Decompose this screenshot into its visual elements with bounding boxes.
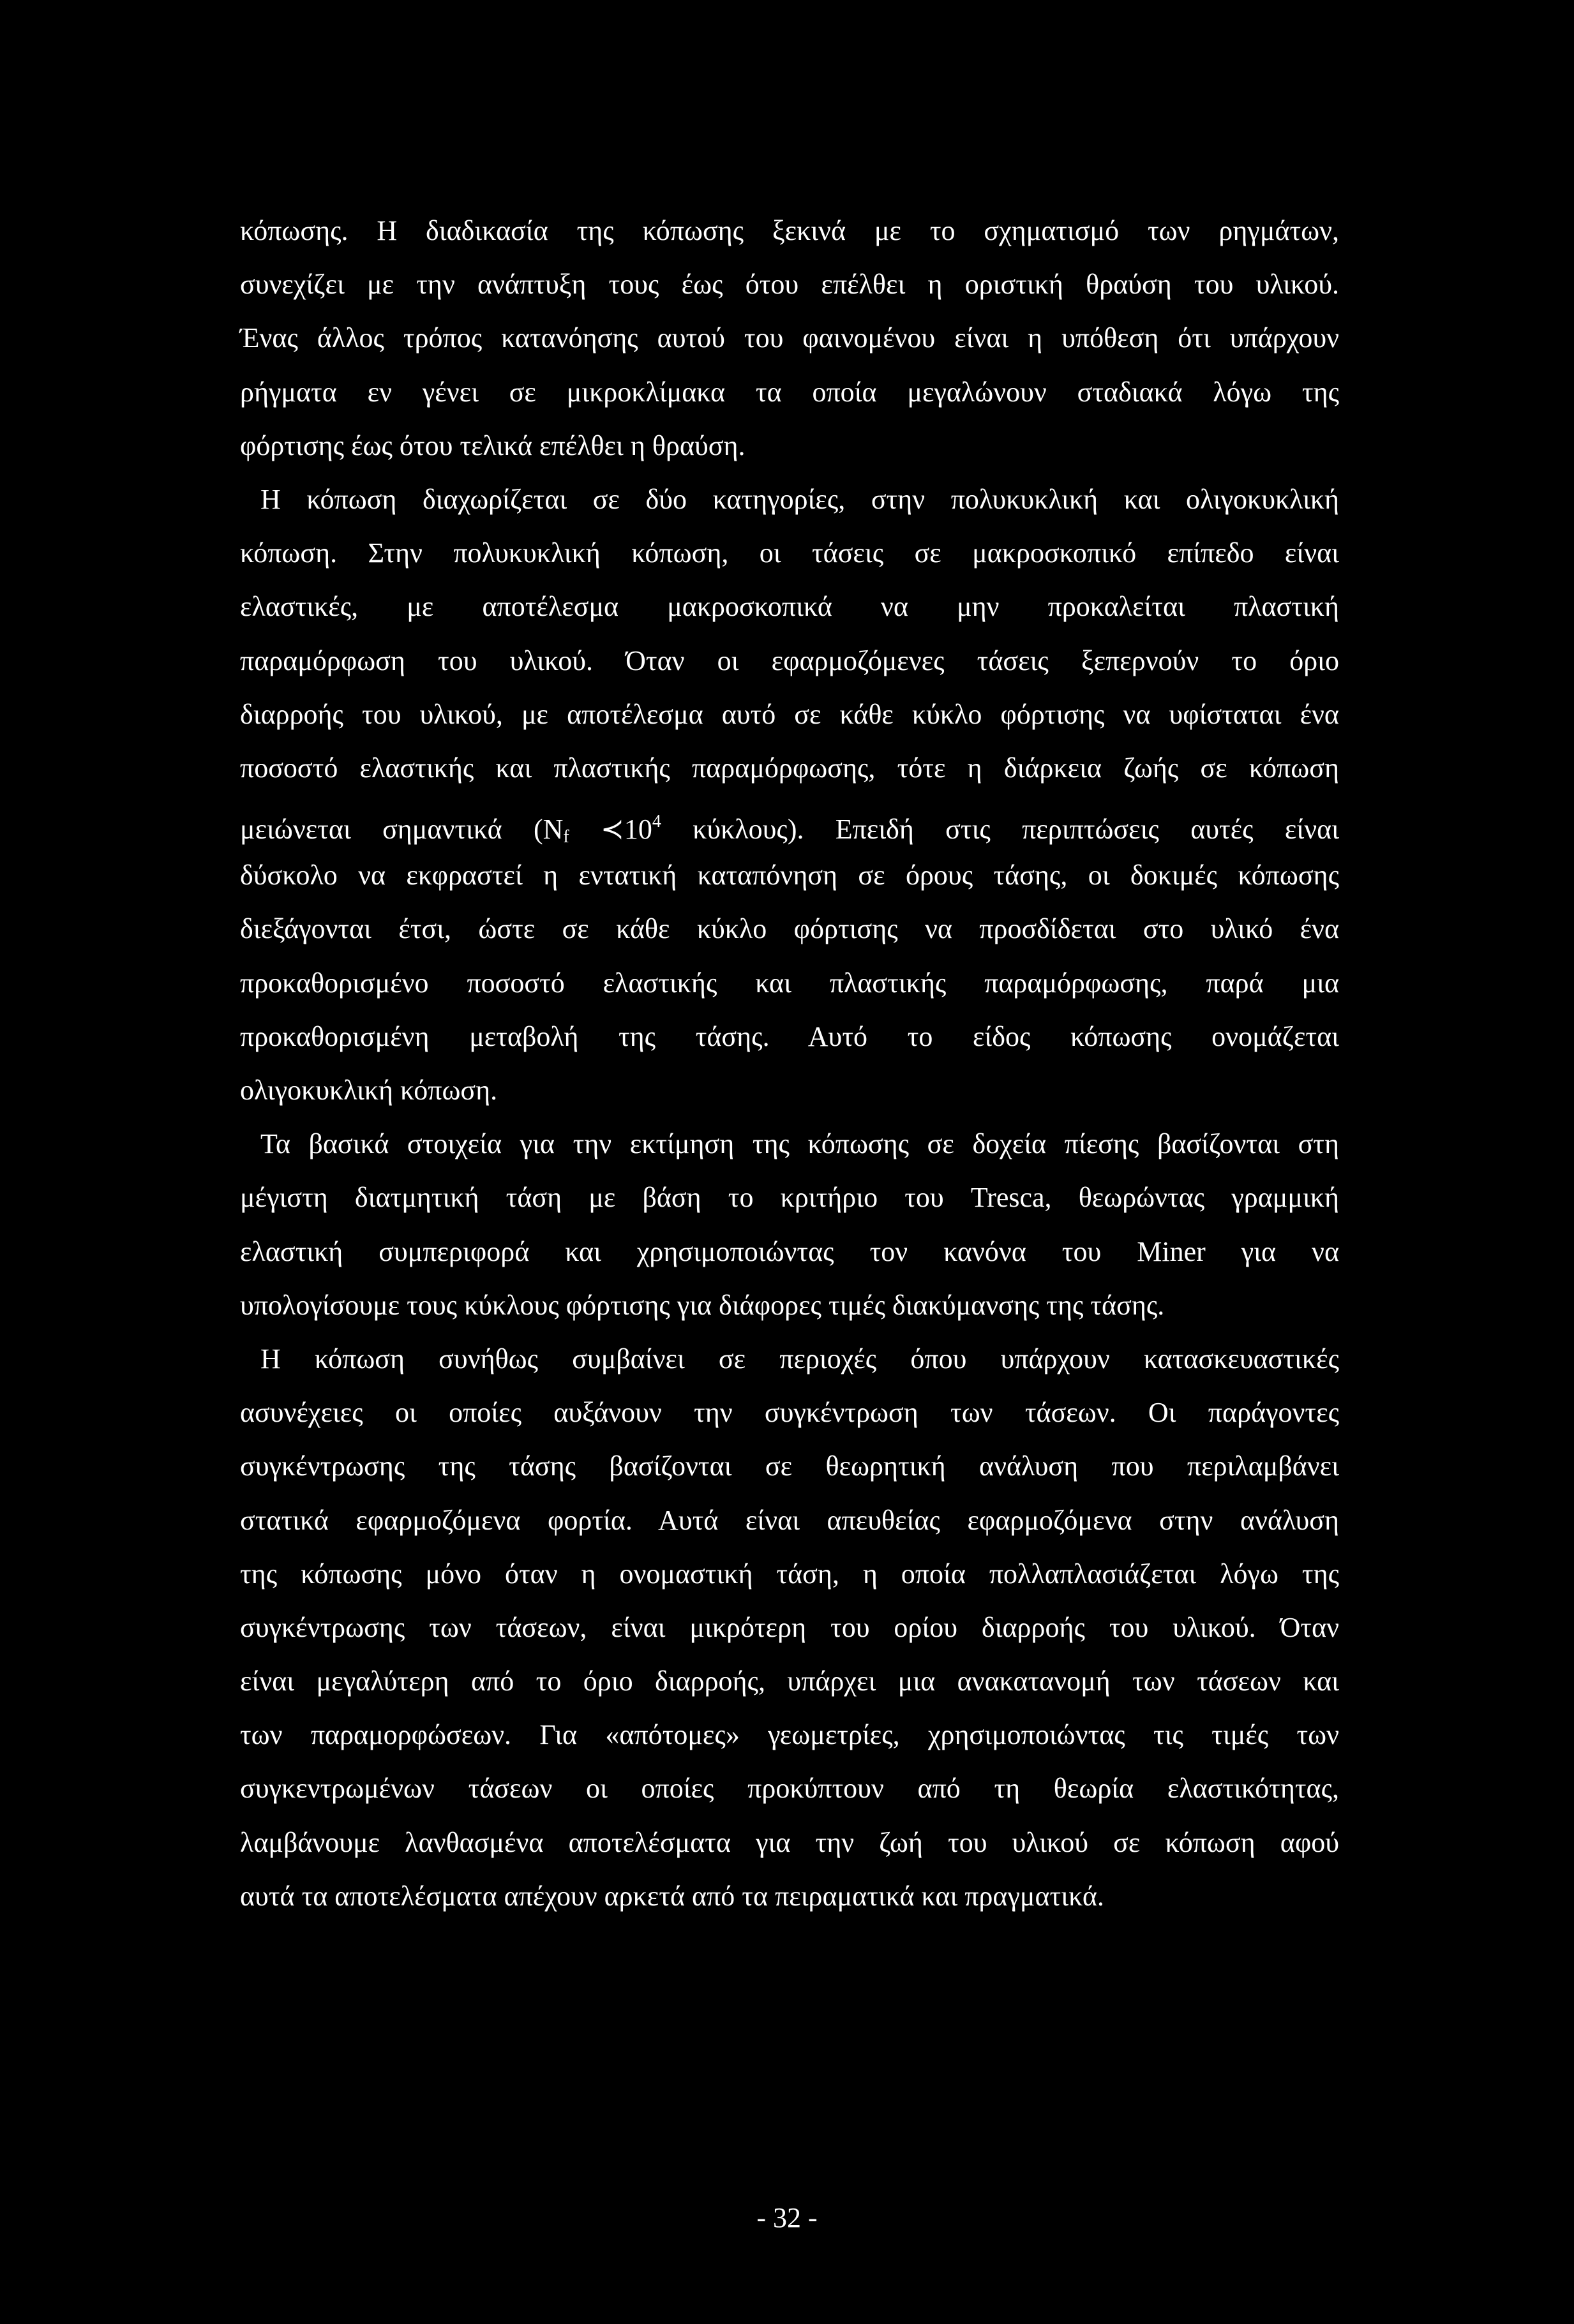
formula-comparison: ≺10 <box>569 814 652 845</box>
text-line: Ένας άλλος τρόπος κατανόησης αυτού του φαινομένου είναι η υπόθεση ότι υπάρχουν <box>240 322 1339 354</box>
text-line: στατικά εφαρμοζόμενα φορτία. Αυτά είναι απευθείας εφαρμοζόμενα στην ανάλυση <box>240 1504 1339 1536</box>
text-line: ελαστικές, με αποτέλεσμα μακροσκοπικά να μην προκαλείται πλαστική <box>240 591 1339 623</box>
text-line: αυτά τα αποτελέσματα απέχουν αρκετά από τα πειραματικά και πραγματικά. <box>240 1880 1104 1912</box>
text-line: ασυνέχειες οι οποίες αυξάνουν την συγκέντρωση των τάσεων. Οι παράγοντες <box>240 1397 1339 1429</box>
text-line: είναι μεγαλύτερη από το όριο διαρροής, υπάρχει μια ανακατανομή των τάσεων και <box>240 1665 1339 1697</box>
text-line: συγκέντρωσης των τάσεων, είναι μικρότερη του ορίου διαρροής του υλικού. Όταν <box>240 1611 1339 1643</box>
text-line: ποσοστό ελαστικής και πλαστικής παραμόρφωσης, τότε η διάρκεια ζωής σε κόπωση <box>240 752 1339 784</box>
formula-variable: N <box>543 814 564 845</box>
text-line: Η κόπωση διαχωρίζεται σε δύο κατηγορίες, στην πολυκυκλική και ολιγοκυκλική <box>260 483 1339 515</box>
text-line: φόρτισης έως ότου τελικά επέλθει η θραύση. <box>240 429 746 461</box>
formula-suffix: κύκλους). Επειδή στις περιπτώσεις αυτές είναι <box>661 814 1339 845</box>
text-line: ελαστική συμπεριφορά και χρησιμοποιώντας τον κανόνα του Miner για να <box>240 1235 1339 1267</box>
text-line: προκαθορισμένο ποσοστό ελαστικής και πλαστικής παραμόρφωσης, παρά μια <box>240 967 1339 999</box>
text-line: προκαθορισμένη μεταβολή της τάσης. Αυτό το είδος κόπωσης ονομάζεται <box>240 1020 1339 1052</box>
text-line: λαμβάνουμε λανθασμένα αποτελέσματα για την ζωή του υλικού σε κόπωση αφού <box>240 1826 1339 1858</box>
text-line: μέγιστη διατμητική τάση με βάση το κριτήριο του Tresca, θεωρώντας γραμμική <box>240 1182 1339 1214</box>
text-line: συνεχίζει με την ανάπτυξη τους έως ότου επέλθει η οριστική θραύση του υλικού. <box>240 269 1339 301</box>
text-line: κόπωσης. Η διαδικασία της κόπωσης ξεκινά με το σχηματισμό των ρηγμάτων, <box>240 215 1339 246</box>
text-line: διεξάγονται έτσι, ώστε σε κάθε κύκλο φόρτισης να προσδίδεται στο υλικό ένα <box>240 913 1339 945</box>
text-line: Η κόπωση συνήθως συμβαίνει σε περιοχές όπου υπάρχουν κατασκευαστικές <box>260 1343 1339 1374</box>
text-line: διαρροής του υλικού, με αποτέλεσμα αυτό σε κάθε κύκλο φόρτισης να υφίσταται ένα <box>240 698 1339 730</box>
text-line: κόπωση. Στην πολυκυκλική κόπωση, οι τάσεις σε μακροσκοπικό επίπεδο είναι <box>240 537 1339 569</box>
text-line: δύσκολο να εκφραστεί η εντατική καταπόνηση σε όρους τάσης, οι δοκιμές κόπωσης <box>240 860 1339 891</box>
text-line: ρήγματα εν γένει σε μικροκλίμακα τα οποία μεγαλώνουν σταδιακά λόγω της <box>240 376 1339 408</box>
text-line: Τα βασικά στοιχεία για την εκτίμηση της κόπωσης σε δοχεία πίεσης βασίζονται στη <box>260 1128 1339 1160</box>
text-line: συγκέντρωσης της τάσης βασίζονται σε θεωρητική ανάλυση που περιλαμβάνει <box>240 1450 1339 1482</box>
text-line: της κόπωσης μόνο όταν η ονομαστική τάση, η οποία πολλαπλασιάζεται λόγω της <box>240 1558 1339 1590</box>
text-line: συγκεντρωμένων τάσεων οι οποίες προκύπτουν από τη θεωρία ελαστικότητας, <box>240 1773 1339 1805</box>
body-text <box>240 204 1339 1923</box>
text-line: παραμόρφωση του υλικού. Όταν οι εφαρμοζόμενες τάσεις ξεπερνούν το όριο <box>240 644 1339 676</box>
formula-subscript: f <box>563 827 569 847</box>
page-number: - 32 - <box>756 2202 818 2233</box>
text-line: υπολογίσουμε τους κύκλους φόρτισης για διάφορες τιμές διακύμανσης της τάσης. <box>240 1289 1165 1321</box>
formula-exponent: 4 <box>652 812 661 832</box>
text-line: ολιγοκυκλική κόπωση. <box>240 1075 498 1106</box>
formula-prefix: μειώνεται σημαντικά ( <box>240 814 543 845</box>
text-line-with-formula <box>240 795 1339 849</box>
text-line: των παραμορφώσεων. Για «απότομες» γεωμετρίες, χρησιμοποιώντας τις τιμές των <box>240 1719 1339 1751</box>
